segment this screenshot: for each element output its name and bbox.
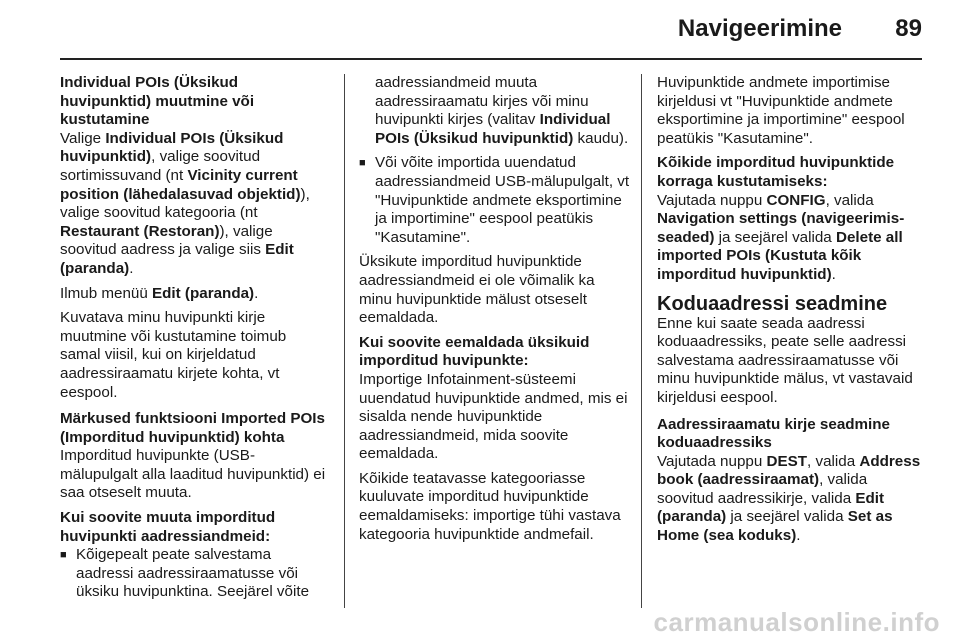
- paragraph-import-reference: Huvipunktide andmete importimise kirjeldusi vt "Huvipunktide andmete eksportimine ja importimine" eespool peatükis "Kasutamine".: [657, 74, 905, 147]
- page-title: Navigeerimine: [677, 15, 842, 42]
- heading-modify-imported: Kui soovite muuta imporditud huvipunkti aadressiandmeid:: [60, 509, 276, 545]
- column-2: [359, 74, 631, 550]
- paragraph-set-home-steps: Vajutada nuppu DEST, valida Address book (aadressiraamat), valida soovitud aadressikirje, valida Edit (paranda) ja seejärel valida Set as Home (sea koduks).: [657, 452, 921, 545]
- heading-individual-pois: Individual POIs (Üksikud huvipunktid) muutmine või kustutamine: [60, 74, 255, 129]
- ref-set-as-home: Set as Home (sea koduks): [657, 508, 893, 545]
- ref-restaurant: Restaurant (Restoran): [60, 222, 220, 240]
- paragraph-home-prereq: Enne kui saate seada aadressi koduaadressiks, peate selle aadressi salvestama aadressiraamatusse või minu huvipunktide mälus, vt vastavaid kirjeldusi eespool.: [657, 314, 913, 406]
- heading-remove-imported: Kui soovite eemaldada üksikuid imporditud huvipunkte:: [359, 333, 590, 370]
- bullet-list-modify: [60, 546, 330, 602]
- paragraph-cannot-remove: Üksikute imporditud huvipunktide aadressiandmeid ei ole võimalik ka minu huvipunktide mälust otseselt eemaldada.: [359, 253, 595, 327]
- paragraph-select-individual: Valige Individual POIs (Üksikud huvipunktid), valige soovitud sortimissuvand (nt Vicinity current position (lähedalasuvad objektid)), valige soovitud kategooria (nt Restaurant (Restoran)), valige soovitud aadress ja valige siis Edit (paranda).: [60, 129, 310, 277]
- paragraph-edit-menu: Ilmub menüü Edit (paranda).: [60, 284, 259, 302]
- ref-individual-pois-2: Individual POIs (Üksikud huvipunktid): [375, 111, 611, 147]
- paragraph-imported-cannot-edit: Imporditud huvipunkte (USB-mälupulgalt alla laaditud huvipunktid) ei saa otseselt muuta.: [60, 447, 326, 502]
- ref-vicinity: Vicinity current position (lähedalasuvad objektid): [60, 166, 301, 203]
- column-divider-2: [641, 74, 642, 608]
- column-3: [657, 74, 925, 552]
- ref-delete-all: Delete all imported POIs (Kustuta kõik imporditud huvipunktid): [657, 228, 903, 283]
- paragraph-edit-description: Kuvatava minu huvipunkti kirje muutmine või kustutamine toimub samal viisil, kui on kirjeldatud aadressiraamatu kirjete kohta, vt eespool.: [60, 309, 287, 401]
- ref-config: CONFIG: [766, 191, 826, 209]
- ref-individual-pois: Individual POIs (Üksikud huvipunktid): [60, 129, 284, 166]
- bullet-continuation: aadressiandmeid muuta aadressiraamatu kirjes või minu huvipunkti kirjes (valitav Individual POIs (Üksikud huvipunktid) kaudu).: [375, 74, 629, 147]
- heading-set-home: Aadressiraamatu kirje seadmine koduaadressiks: [657, 415, 890, 452]
- page-header: [0, 0, 960, 60]
- ref-edit: Edit (paranda): [60, 241, 294, 277]
- header-rule: [60, 58, 922, 60]
- bullet-list-import: [359, 154, 631, 247]
- bullet-import-updated: ■ Või võite importida uuendatud aadressiandmeid USB-mälupulgalt, vt "Huvipunktide andmete eksportimine ja importimine" eespool peatükis "Kasutamine".: [359, 154, 631, 247]
- watermark: carmanualsonline.info: [653, 607, 940, 637]
- heading-imported-pois-notes: Märkused funktsiooni Imported POIs (Imporditud huvipunktid) kohta: [60, 410, 325, 446]
- ref-navigation-settings: Navigation settings (navigeerimis-seaded): [657, 210, 905, 246]
- heading-delete-all: Kõikide imporditud huvipunktide korraga kustutamiseks:: [657, 154, 895, 190]
- column-divider-1: [344, 74, 345, 608]
- ref-edit-menu: Edit (paranda): [152, 284, 255, 302]
- ref-dest: DEST: [766, 452, 808, 470]
- bullet-save-first: ■ Kõigepealt peate salvestama aadressi aadressiraamatusse või üksiku huvipunktina. Seejärel võite: [60, 546, 330, 602]
- ref-address-book: Address book (aadressiraamat): [657, 452, 921, 489]
- paragraph-import-without: Importige Infotainment-süsteemi uuendatud huvipunktide andmed, mis ei sisalda nende huvipunktide aadressiandmeid, mida soovite eemaldada.: [359, 370, 628, 463]
- paragraph-delete-steps: Vajutada nuppu CONFIG, valida Navigation settings (navigeerimis-seaded) ja seejärel valida Delete all imported POIs (Kustuta kõik imporditud huvipunktid).: [657, 191, 905, 283]
- heading-home-address: Koduaadressi seadmine: [657, 292, 888, 315]
- ref-edit-3: Edit (paranda): [657, 489, 885, 526]
- paragraph-remove-category: Kõikide teatavasse kategooriasse kuuluvate imporditud huvipunktide eemaldamiseks: importige tühi vastava kategooria huvipunktide andmefail.: [359, 469, 621, 543]
- column-1: [60, 74, 330, 608]
- page-number: 89: [895, 15, 922, 42]
